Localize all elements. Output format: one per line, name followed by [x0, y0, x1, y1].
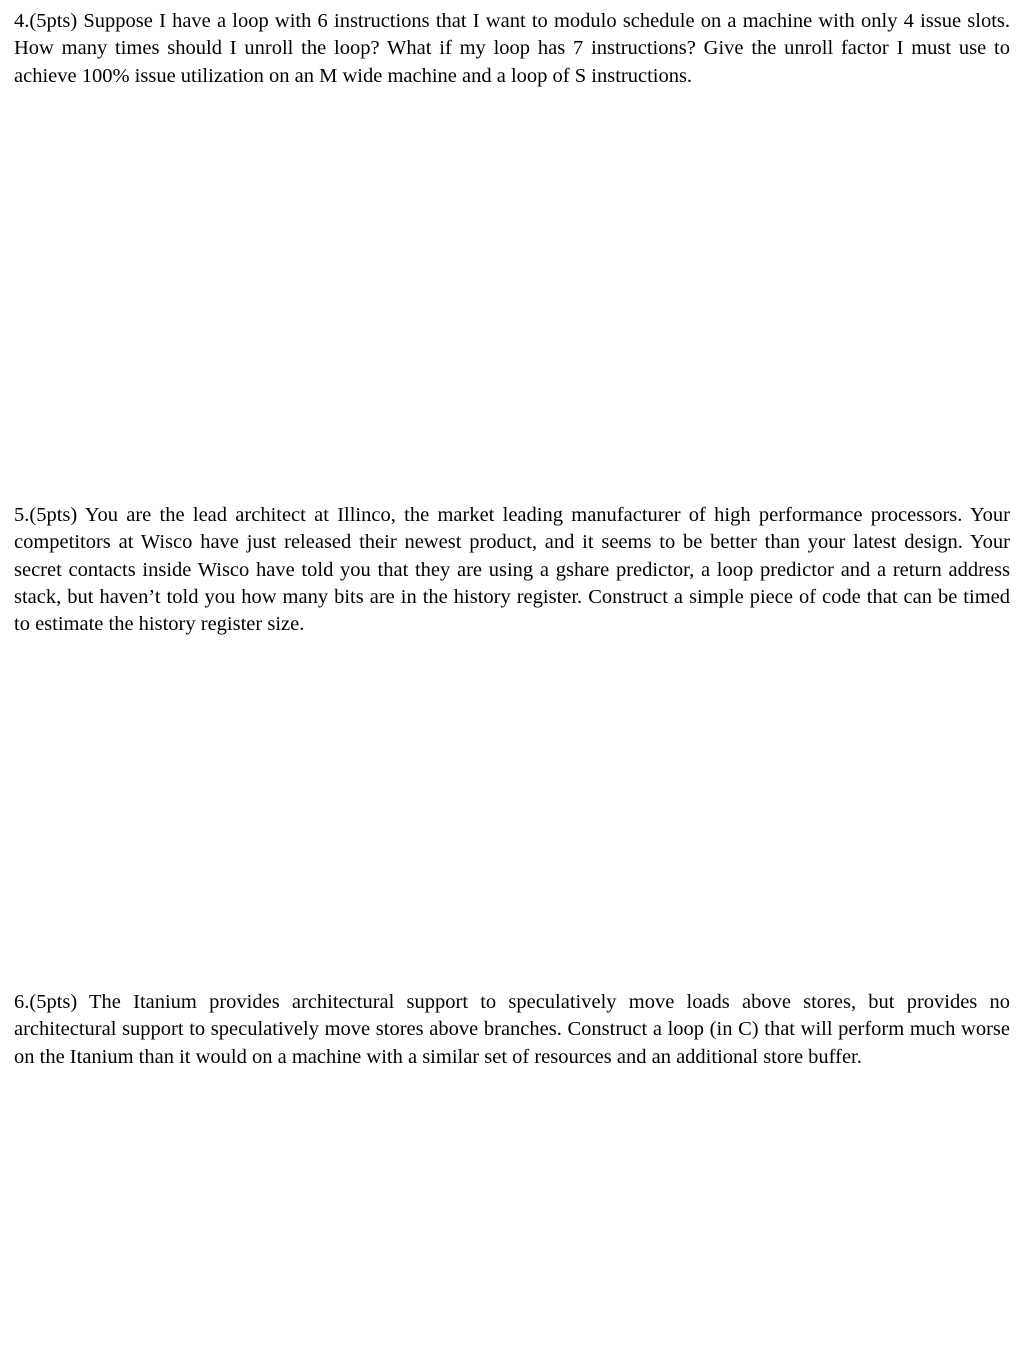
question-5: 5.(5pts) You are the lead architect at Illinco, the market leading manufacturer of high performance processors. Your competitors at Wisco have just released their newest product, and it seems to be better than your latest design. Your secret contacts inside Wisco have told you that they are using a gshare predictor, a loop predictor and a return address stack, but haven’t told you how many bits are in the history register. Construct a simple piece of code that can be timed to estimate the history register size. — [14, 504, 1010, 636]
question-6: 6.(5pts) The Itanium provides architectural support to speculatively move loads above stores, but provides no architectural support to speculatively move stores above branches. Construct a loop (in C) that will perform much worse on the Itanium than it would on a machine with a similar set of resources and an additional store buffer. — [14, 991, 1010, 1068]
answer-space-6 — [14, 1110, 1010, 1350]
answer-space-5 — [14, 650, 1010, 980]
question-4: 4.(5pts) Suppose I have a loop with 6 instructions that I want to modulo schedule on a machine with only 4 issue slots. How many times should I unroll the loop? What if my loop has 7 instructions? Give the unroll factor I must use to achieve 100% issue utilization on an M wide machine and a loop of S instructions. — [14, 10, 1010, 87]
answer-space-4 — [14, 100, 1010, 490]
